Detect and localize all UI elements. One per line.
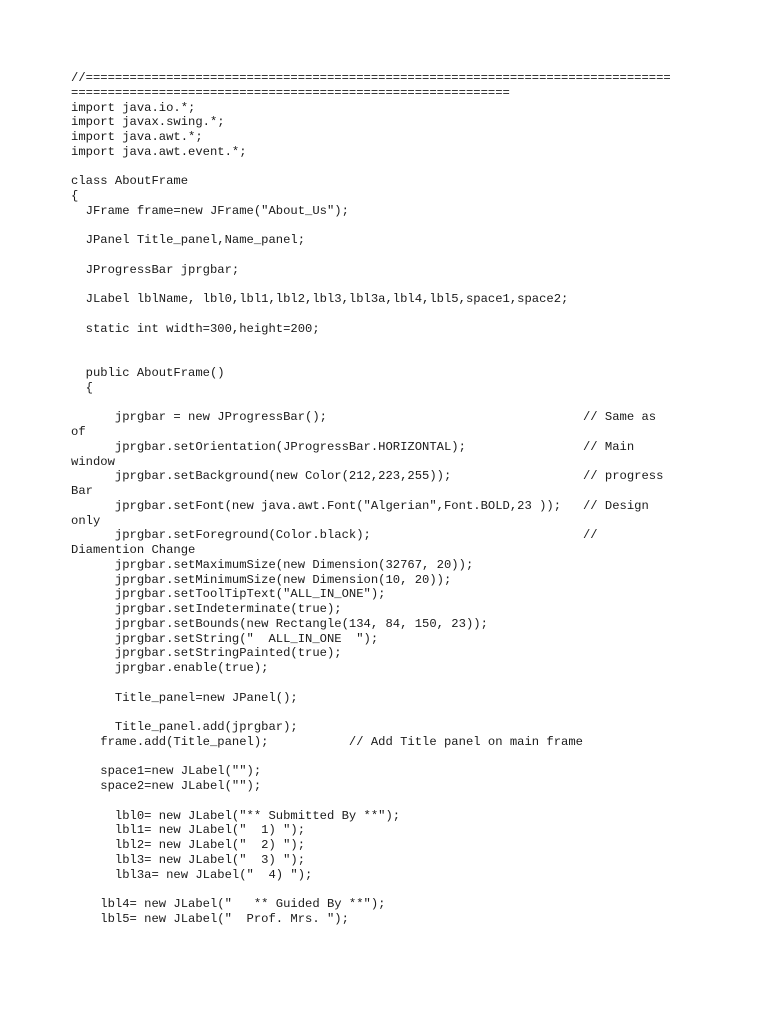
- code-line: of: [71, 425, 86, 439]
- code-line: [71, 351, 751, 366]
- code-line: import java.io.*;: [71, 100, 196, 115]
- code-line: [71, 307, 751, 322]
- code-line: [71, 278, 751, 293]
- code-line: jprgbar.enable(true);: [71, 661, 269, 675]
- code-line: lbl4= new JLabel(" ** Guided By **");: [71, 897, 386, 911]
- code-line: jprgbar.setBounds(new Rectangle(134, 84, 150, 23));: [71, 616, 488, 631]
- code-line: [71, 705, 751, 720]
- code-line: space1=new JLabel("");: [71, 764, 262, 779]
- code-line: //================================================================================: [71, 71, 671, 85]
- code-line: [71, 750, 751, 765]
- code-line: [71, 160, 751, 175]
- code-line: jprgbar = new JProgressBar(); // Same as: [71, 410, 657, 425]
- code-line: lbl5= new JLabel(" Prof. Mrs. ");: [71, 911, 349, 926]
- code-line: space2=new JLabel("");: [71, 779, 262, 793]
- code-line: [71, 882, 751, 897]
- code-line: jprgbar.setString(" ALL_IN_ONE ");: [71, 631, 379, 646]
- code-line: [71, 337, 751, 352]
- code-line: Diamention Change: [71, 543, 196, 557]
- code-line: import javax.swing.*;: [71, 115, 225, 130]
- code-line: only: [71, 513, 101, 528]
- code-line: class AboutFrame: [71, 174, 189, 189]
- code-line: jprgbar.setOrientation(JProgressBar.HORIZONTAL); // Main: [71, 439, 635, 454]
- code-line: Title_panel=new JPanel();: [71, 690, 298, 705]
- code-line: window: [71, 454, 115, 469]
- code-line: [71, 794, 751, 809]
- code-line: lbl3= new JLabel(" 3) ");: [71, 852, 306, 867]
- code-line: lbl3a= new JLabel(" 4) ");: [71, 867, 313, 882]
- code-line: static int width=300,height=200;: [71, 321, 320, 336]
- code-line: [71, 248, 751, 263]
- code-line: JProgressBar jprgbar;: [71, 262, 240, 277]
- code-line: Bar: [71, 484, 93, 498]
- code-line: [71, 396, 751, 411]
- code-line: jprgbar.setToolTipText("ALL_IN_ONE");: [71, 587, 386, 602]
- code-line: jprgbar.setIndeterminate(true);: [71, 602, 342, 616]
- code-line: jprgbar.setFont(new java.awt.Font("Algerian",Font.BOLD,23 )); // Design: [71, 498, 649, 513]
- code-line: {: [71, 189, 79, 203]
- code-line: [71, 676, 751, 691]
- code-line: import java.awt.*;: [71, 130, 203, 144]
- code-line: {: [71, 380, 93, 395]
- code-line: JFrame frame=new JFrame("About_Us");: [71, 203, 349, 218]
- code-line: jprgbar.setMaximumSize(new Dimension(32767, 20));: [71, 557, 474, 572]
- code-line: jprgbar.setMinimumSize(new Dimension(10, 20));: [71, 572, 452, 587]
- code-line: JPanel Title_panel,Name_panel;: [71, 233, 306, 248]
- code-line: import java.awt.event.*;: [71, 144, 247, 159]
- code-line: jprgbar.setBackground(new Color(212,223,255)); // progress: [71, 469, 664, 484]
- code-line: [71, 219, 751, 234]
- code-line: lbl0= new JLabel("** Submitted By **");: [71, 808, 401, 823]
- code-line: public AboutFrame(): [71, 366, 225, 380]
- code-line: lbl1= new JLabel(" 1) ");: [71, 823, 306, 838]
- code-line: jprgbar.setForeground(Color.black); //: [71, 528, 598, 543]
- code-line: Title_panel.add(jprgbar);: [71, 720, 298, 734]
- code-line: JLabel lblName, lbl0,lbl1,lbl2,lbl3,lbl3a,lbl4,lbl5,space1,space2;: [71, 292, 569, 307]
- code-line: jprgbar.setStringPainted(true);: [71, 646, 342, 661]
- code-listing: [71, 71, 751, 927]
- code-line: frame.add(Title_panel); // Add Title panel on main frame: [71, 734, 583, 749]
- code-line: ============================================================: [71, 85, 510, 100]
- code-line: lbl2= new JLabel(" 2) ");: [71, 838, 306, 852]
